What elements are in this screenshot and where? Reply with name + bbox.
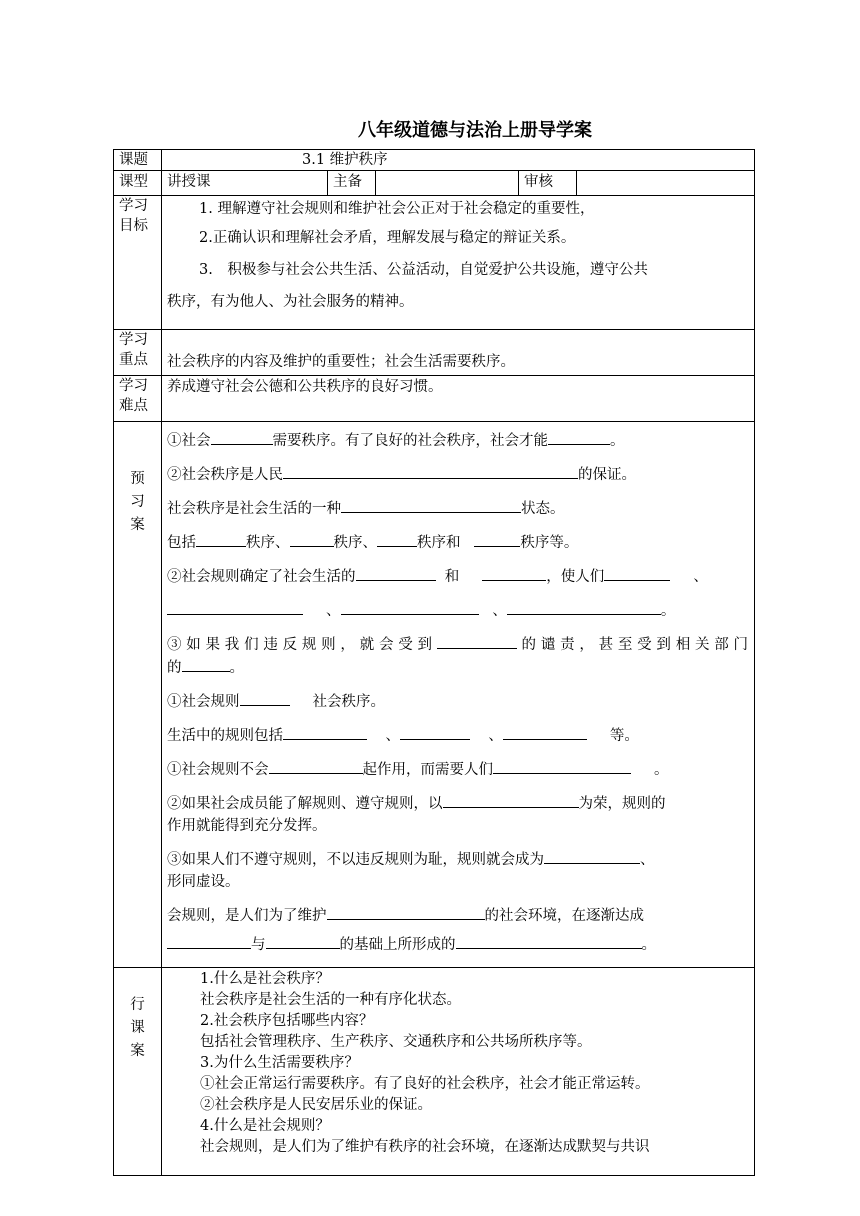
blank[interactable]	[211, 429, 273, 445]
preview-line-10: 生活中的规则包括 、 、 等。	[167, 724, 748, 747]
preview-line-16: 会规则，是人们为了维护 的社会环境，在逐渐达成	[167, 904, 748, 927]
topic-label: 课题	[114, 150, 162, 171]
preview-line-9: ①社会规则 社会秩序。	[167, 690, 748, 713]
blank[interactable]	[167, 933, 251, 949]
blank[interactable]	[474, 531, 520, 547]
preview-line-6: 、 、 。	[167, 599, 748, 622]
blank[interactable]	[493, 758, 631, 774]
goals-row	[114, 196, 755, 330]
preview-line-4: 包括 秩序、 秩序、 秩序和 秩序等。	[167, 531, 748, 554]
key-points-label: 学习 重点	[114, 330, 162, 376]
preview-line-13: 作用就能得到充分发挥。	[167, 818, 327, 834]
blank[interactable]	[482, 565, 546, 581]
page-title: 八年级道德与法治上册导学案	[358, 120, 592, 141]
preview-line-7: ③如果我们违反规则，就会受到 的谴责，甚至受到相关部门	[167, 633, 748, 656]
type-row	[114, 171, 755, 196]
goal-item-2: 2.正确认识和理解社会矛盾，理解发展与稳定的辩证关系。	[199, 230, 576, 246]
prep-field	[376, 171, 519, 195]
preview-line-11: ①社会规则不会 起作用，而需要人们 。	[167, 758, 748, 781]
lesson-label: 行 课 案	[114, 968, 162, 1176]
preview-label: 预 习 案	[114, 422, 162, 968]
preview-line-15: 形同虚设。	[167, 874, 240, 890]
blank[interactable]	[604, 565, 670, 581]
blank[interactable]	[341, 599, 479, 615]
blank[interactable]	[548, 429, 610, 445]
blank[interactable]	[356, 565, 436, 581]
blank[interactable]	[400, 724, 470, 740]
blank[interactable]	[443, 792, 579, 808]
blank[interactable]	[283, 724, 367, 740]
topic-row	[114, 150, 755, 171]
blank[interactable]	[437, 633, 517, 649]
preview-line-12: ②如果社会成员能了解规则、遵守规则，以 为荣，规则的	[167, 792, 748, 815]
blank[interactable]	[290, 531, 334, 547]
blank[interactable]	[341, 497, 521, 513]
blank[interactable]	[269, 758, 363, 774]
blank[interactable]	[240, 690, 290, 706]
blank[interactable]	[377, 531, 417, 547]
blank[interactable]	[167, 599, 303, 615]
key-points-value: 社会秩序的内容及维护的重要性；社会生活需要秩序。	[162, 330, 755, 376]
blank[interactable]	[283, 463, 578, 479]
goals-label: 学习 目标	[114, 196, 162, 330]
preview-line-14: ③如果人们不遵守规则，不以违反规则为耻，规则就会成为 、	[167, 848, 748, 871]
preview-line-8: 的 。	[167, 656, 748, 679]
key-points-row	[114, 330, 755, 376]
blank[interactable]	[456, 933, 642, 949]
lesson-line-4: 包括社会管理秩序、生产秩序、交通秩序和公共场所秩序等。	[200, 1034, 592, 1050]
blank[interactable]	[507, 599, 661, 615]
preview-row	[114, 422, 755, 968]
goal-item-3: 3. 积极参与社会公共生活、公益活动，自觉爱护公共设施，遵守公共	[199, 262, 648, 278]
study-guide-table	[113, 149, 755, 1176]
preview-line-1: ①社会 需要秩序。有了良好的社会秩序，社会才能 。	[167, 429, 748, 452]
preview-line-2: ②社会秩序是人民 的保证。	[167, 463, 748, 486]
blank[interactable]	[266, 933, 340, 949]
prep-label: 主备	[328, 171, 376, 195]
difficulties-value: 养成遵守社会公德和公共秩序的良好习惯。	[162, 376, 755, 422]
topic-value: 3.1 维护秩序	[162, 150, 755, 171]
lesson-line-6: ①社会正常运行需要秩序。有了良好的社会秩序，社会才能正常运转。	[200, 1076, 650, 1092]
lesson-line-1: 1.什么是社会秩序？	[200, 971, 330, 987]
lesson-line-3: 2.社会秩序包括哪些内容？	[200, 1013, 374, 1029]
lesson-line-8: 4.什么是社会规则？	[200, 1118, 330, 1134]
blank[interactable]	[503, 724, 587, 740]
preview-line-3: 社会秩序是社会生活的一种 状态。	[167, 497, 748, 520]
difficulties-row	[114, 376, 755, 422]
lesson-line-2: 社会秩序是社会生活的一种有序化状态。	[200, 992, 461, 1008]
blank[interactable]	[196, 531, 246, 547]
lesson-line-9: 社会规则，是人们为了维护有秩序的社会环境，在逐渐达成默契与共识	[200, 1139, 650, 1155]
blank[interactable]	[182, 656, 230, 672]
lesson-line-5: 3.为什么生活需要秩序？	[200, 1055, 359, 1071]
blank[interactable]	[544, 848, 640, 864]
preview-line-5: ②社会规则确定了社会生活的 和 ，使人们 、	[167, 565, 748, 588]
goal-item-4: 秩序，有为他人、为社会服务的精神。	[167, 294, 414, 310]
type-label: 课型	[114, 171, 162, 196]
blank[interactable]	[327, 904, 485, 920]
lesson-line-7: ②社会秩序是人民安居乐业的保证。	[200, 1097, 432, 1113]
lesson-row	[114, 968, 755, 1176]
difficulties-label: 学习 难点	[114, 376, 162, 422]
review-field	[577, 171, 754, 195]
type-value: 讲授课	[162, 171, 328, 195]
goal-item-1: 1. 理解遵守社会规则和维护社会公正对于社会稳定的重要性，	[199, 201, 595, 217]
preview-line-17: 与 的基础上所形成的 。	[167, 933, 748, 956]
review-label: 审核	[519, 171, 577, 195]
